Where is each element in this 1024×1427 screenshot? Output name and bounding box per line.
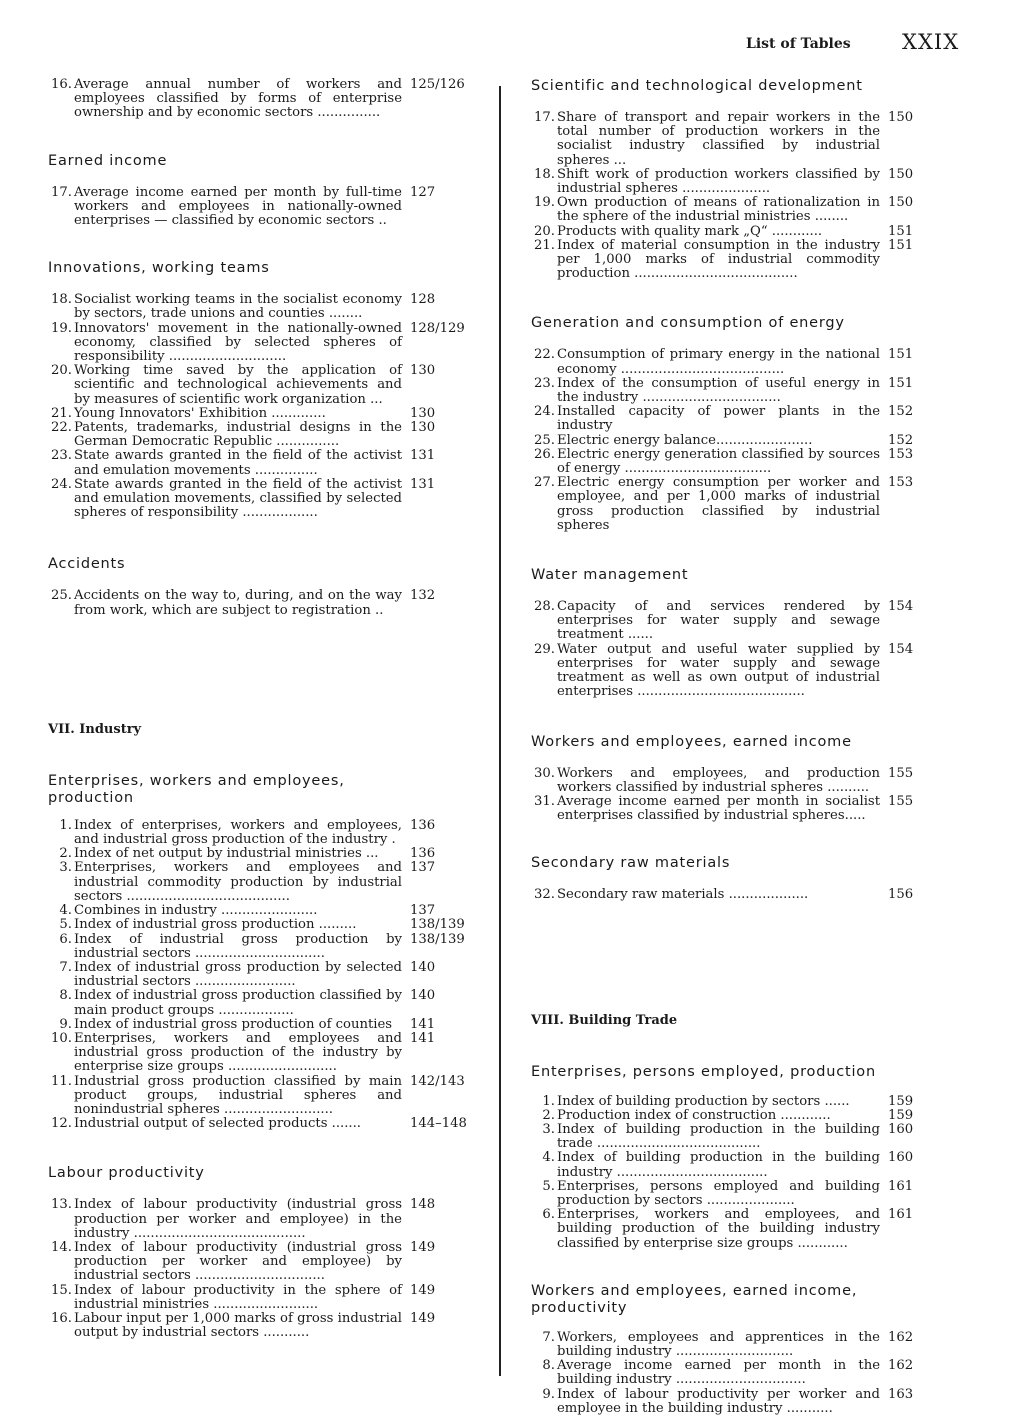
entry-number: 9. [542, 1386, 555, 1402]
entry-number: 12. [51, 1116, 72, 1132]
entry-title: Index of industrial gross production of counties [74, 1016, 393, 1032]
table-entry[interactable] [48, 989, 470, 1017]
table-entry[interactable] [531, 168, 924, 196]
entry-number: 14. [51, 1239, 72, 1255]
entry-number: 2. [59, 846, 72, 862]
entry-number: 23. [534, 375, 555, 391]
entry-number: 3. [59, 860, 72, 876]
entry-number: 10. [51, 1030, 72, 1046]
table-entry[interactable] [531, 111, 924, 168]
entry-title: Capacity of and services rendered by enterprises for water supply and sewage treatment ...... [557, 599, 880, 643]
entry-number: 17. [534, 110, 555, 125]
entry-title: Index of enterprises, workers and employees, and industrial gross production of the industry . [74, 817, 402, 848]
entry-number: 18. [51, 292, 72, 308]
section-heading-water: Water management [531, 567, 689, 584]
entry-page: 155 [888, 765, 914, 781]
entry-title: Average income earned per month by full-time workers and employees in nationally-owned enterprises — classified by economic sectors .. [74, 184, 402, 229]
entry-title: Electric energy balance....................... [557, 432, 813, 448]
entry-title: Socialist working teams in the socialist economy by sectors, trade unions and counties ........ [74, 292, 402, 322]
table-entry[interactable] [531, 600, 924, 643]
entry-page: 162 [888, 1358, 914, 1374]
entry-page: 151 [888, 223, 914, 239]
page-number: XXIX [902, 30, 960, 54]
entry-number: 29. [534, 641, 555, 657]
entry-title: Enterprises, workers and employees, and building production of the building industry classified by enterprise size groups ............ [557, 1207, 880, 1251]
entry-page: 154 [888, 599, 914, 615]
entry-page: 142/143 [410, 1073, 465, 1089]
entry-page: 130 [410, 420, 436, 436]
entry-number: 18. [534, 166, 555, 182]
entry-title: Index of building production by sectors ...... [557, 1093, 850, 1109]
entry-title: Average annual number of workers and employees classified by forms of enterprise ownership and by economic sectors ............... [74, 77, 402, 121]
entry-page: 150 [888, 195, 914, 211]
entry-number: 13. [51, 1197, 72, 1213]
table-entry[interactable] [48, 407, 470, 421]
entry-page: 150 [888, 166, 914, 182]
part-heading-industry: VII. Industry [48, 721, 142, 737]
entry-page: 130 [410, 363, 436, 379]
table-entry[interactable] [531, 476, 924, 533]
entry-title: State awards granted in the field of the activist and emulation movements ............... [74, 448, 402, 478]
section-heading-accidents: Accidents [48, 556, 126, 573]
entry-number: 16. [51, 1310, 72, 1326]
entry-title: Young Innovators' Exhibition ............. [74, 405, 326, 421]
left-column [48, 78, 470, 1340]
entry-title: Innovators' movement in the nationally-owned economy, classified by selected spheres of responsibility ............................ [74, 320, 402, 365]
entry-number: 19. [51, 320, 72, 336]
entry-number: 6. [59, 931, 72, 947]
entry-page: 130 [410, 405, 436, 421]
entry-page: 141 [410, 1016, 436, 1032]
table-entry[interactable] [48, 847, 470, 861]
entry-page: 160 [888, 1150, 914, 1166]
entry-page: 149 [410, 1239, 436, 1255]
entry-title: Electric energy consumption per worker and employee, and per 1,000 marks of industrial gross production classified by industrial spheres [557, 475, 880, 533]
table-entry[interactable] [48, 1312, 470, 1340]
entry-title: Share of transport and repair workers in the total number of production workers in the socialist industry classified by industrial spheres ... [557, 110, 880, 168]
table-entry[interactable] [531, 643, 924, 700]
table-entry[interactable] [48, 421, 470, 449]
table-entry[interactable] [531, 434, 924, 448]
entry-title: Electric energy generation classified by sources of energy ................................... [557, 446, 880, 477]
entry-number: 26. [534, 446, 555, 462]
entry-number: 9. [59, 1016, 72, 1032]
entry-number: 17. [51, 184, 72, 200]
entry-page: 154 [888, 641, 914, 657]
table-entry[interactable] [48, 322, 470, 365]
entry-page: 144–148 [410, 1116, 467, 1132]
entry-title: Consumption of primary energy in the national economy ....................................... [557, 347, 880, 377]
table-entry[interactable] [531, 1359, 924, 1387]
entry-page: 151 [888, 237, 914, 253]
entry-title: Index of labour productivity in the sphere of industrial ministries ......................... [74, 1282, 402, 1312]
table-entry[interactable] [531, 888, 924, 902]
entry-page: 141 [410, 1030, 436, 1046]
table-entry[interactable] [531, 448, 924, 476]
table-entry[interactable] [48, 1117, 470, 1131]
section-heading-energy: Generation and consumption of energy [531, 315, 845, 332]
table-entry[interactable] [531, 1109, 924, 1123]
entry-title: Index of industrial gross production by industrial sectors ............................... [74, 931, 402, 961]
table-entry[interactable] [48, 918, 470, 932]
table-entry[interactable] [48, 1198, 470, 1241]
entry-title: Index of material consumption in the industry per 1,000 marks of industrial commodity production ....................................... [557, 237, 880, 282]
table-entry[interactable] [531, 239, 924, 282]
table-entry[interactable] [531, 405, 924, 433]
entry-page: 160 [888, 1121, 914, 1137]
entry-page: 152 [888, 404, 914, 420]
entry-page: 128/129 [410, 320, 465, 336]
right-column [531, 78, 924, 1416]
table-entry[interactable] [531, 1095, 924, 1109]
table-entry[interactable] [531, 1388, 924, 1416]
entry-title: Average income earned per month in the building industry ............................... [557, 1358, 880, 1388]
entry-title: Working time saved by the application of scientific and technological achievements and by measures of scientific work organization ... [74, 363, 402, 407]
entry-number: 3. [542, 1121, 555, 1137]
entry-number: 31. [534, 793, 555, 809]
entry-number: 30. [534, 765, 555, 781]
entry-title: Index of labour productivity (industrial gross production per worker and employee) in the industry ......................................... [74, 1197, 402, 1241]
table-entry[interactable] [48, 589, 470, 617]
entry-number: 1. [59, 817, 72, 833]
entry-title: Production index of construction ............ [557, 1107, 831, 1123]
running-title: List of Tables [746, 36, 851, 52]
table-entry[interactable] [531, 795, 924, 823]
entry-number: 22. [51, 420, 72, 436]
entry-number: 7. [542, 1329, 555, 1345]
entry-page: 150 [888, 110, 914, 125]
section-heading-scientific: Scientific and technological development [531, 78, 863, 94]
entry-title: Combines in industry ....................... [74, 903, 318, 919]
section-heading-bt-enterprises: Enterprises, persons employed, production [531, 1063, 876, 1080]
table-entry[interactable] [531, 196, 924, 224]
entry-title: State awards granted in the field of the activist and emulation movements, classified by selected spheres of responsibility .................. [74, 476, 402, 521]
entry-page: 128 [410, 292, 436, 308]
entry-page: 159 [888, 1093, 914, 1109]
entry-title: Index of the consumption of useful energy in the industry ................................. [557, 375, 880, 406]
entry-title: Index of industrial gross production by selected industrial sectors ........................ [74, 959, 402, 990]
table-entry[interactable] [531, 1208, 924, 1251]
entry-title: Accidents on the way to, during, and on the way from work, which are subject to registration .. [74, 588, 402, 618]
entry-title: Index of building production in the building trade ....................................... [557, 1121, 880, 1152]
entry-number: 28. [534, 599, 555, 615]
entry-number: 23. [51, 448, 72, 464]
table-entry[interactable] [48, 293, 470, 321]
entry-page: 132 [410, 588, 436, 604]
table-entry[interactable] [531, 1180, 924, 1208]
entry-number: 5. [59, 917, 72, 933]
entry-number: 24. [534, 404, 555, 420]
entry-number: 20. [534, 223, 555, 239]
table-entry[interactable] [531, 767, 924, 795]
entry-number: 11. [51, 1073, 72, 1089]
entry-title: Index of labour productivity (industrial gross production per worker and employee) by industrial sectors ............................... [74, 1239, 402, 1284]
entry-page: 152 [888, 432, 914, 448]
entry-title: Enterprises, workers and employees and industrial gross production of the industry by enterprise size groups .......................... [74, 1030, 402, 1075]
section-heading-workers: Workers and employees, earned income [531, 733, 852, 750]
entry-title: Index of building production in the building industry .................................... [557, 1150, 880, 1180]
entry-number: 4. [59, 903, 72, 919]
entry-number: 8. [542, 1358, 555, 1374]
entry-title: Industrial gross production classified by main product groups, industrial spheres and nonindustrial spheres .......................... [74, 1073, 402, 1117]
table-entry[interactable] [48, 819, 470, 847]
entry-page: 153 [888, 475, 914, 491]
section-heading-labour-productivity: Labour productivity [48, 1165, 205, 1182]
entry-page: 131 [410, 448, 436, 464]
entry-title: Industrial output of selected products ....... [74, 1116, 361, 1132]
entry-title: Secondary raw materials ................... [557, 887, 809, 903]
entry-number: 7. [59, 959, 72, 975]
entry-page: 127 [410, 184, 436, 200]
table-entry[interactable] [531, 1123, 924, 1151]
entry-title: Index of industrial gross production ......... [74, 917, 357, 933]
entry-title: Products with quality mark „Q“ ............ [557, 223, 823, 239]
entry-page: 161 [888, 1178, 914, 1194]
entry-title: Shift work of production workers classified by industrial spheres ..................... [557, 166, 880, 197]
entry-number: 25. [534, 432, 555, 448]
entry-number: 24. [51, 476, 72, 492]
section-heading-enterprises: Enterprises, workers and employees, production [48, 772, 345, 806]
table-entry[interactable] [531, 377, 924, 405]
entry-number: 8. [59, 988, 72, 1004]
entry-title: Index of net output by industrial ministries ... [74, 846, 379, 862]
entry-number: 22. [534, 347, 555, 363]
entry-page: 162 [888, 1329, 914, 1345]
entry-number: 1. [542, 1093, 555, 1109]
entry-number: 21. [534, 237, 555, 253]
entry-page: 125/126 [410, 77, 465, 92]
table-entry[interactable] [48, 186, 470, 229]
entry-page: 136 [410, 846, 436, 862]
table-entry[interactable] [48, 1075, 470, 1118]
table-entry[interactable] [48, 1241, 470, 1284]
section-heading-bt-workers: Workers and employees, earned income, productivity [531, 1282, 858, 1316]
entry-page: 155 [888, 793, 914, 809]
entry-title: Index of industrial gross production classified by main product groups .................. [74, 988, 402, 1018]
table-entry[interactable] [48, 364, 470, 407]
entry-number: 21. [51, 405, 72, 421]
entry-number: 15. [51, 1282, 72, 1298]
entry-page: 137 [410, 860, 436, 876]
entry-number: 5. [542, 1178, 555, 1194]
table-entry[interactable] [48, 478, 470, 521]
entry-number: 32. [534, 887, 555, 903]
table-entry[interactable] [48, 449, 470, 477]
entry-title: Average income earned per month in socialist enterprises classified by industrial spheres..... [557, 793, 880, 824]
entry-page: 153 [888, 446, 914, 462]
entry-number: 6. [542, 1207, 555, 1223]
entry-number: 25. [51, 588, 72, 604]
table-entry[interactable] [48, 861, 470, 904]
entry-page: 140 [410, 988, 436, 1004]
table-entry[interactable] [48, 933, 470, 961]
entry-number: 20. [51, 363, 72, 379]
entry-page: 138/139 [410, 917, 465, 933]
entry-page: 131 [410, 476, 436, 492]
table-entry[interactable] [531, 1331, 924, 1359]
entry-page: 138/139 [410, 931, 465, 947]
entry-page: 148 [410, 1197, 436, 1213]
entry-page: 149 [410, 1282, 436, 1298]
entry-page: 140 [410, 959, 436, 975]
entry-title: Enterprises, workers and employees and industrial commodity production by industrial sectors ....................................... [74, 860, 402, 904]
entry-number: 2. [542, 1107, 555, 1123]
entry-title: Workers, employees and apprentices in the building industry ............................ [557, 1329, 880, 1359]
table-entry[interactable] [531, 348, 924, 376]
section-heading-innovations: Innovations, working teams [48, 260, 270, 277]
entry-page: 149 [410, 1310, 436, 1326]
table-entry[interactable] [48, 904, 470, 918]
entry-page: 136 [410, 817, 436, 833]
table-entry[interactable] [48, 961, 470, 989]
section-heading-earned-income: Earned income [48, 152, 168, 169]
entry-title: Workers and employees, and production workers classified by industrial spheres .......... [557, 765, 880, 795]
entry-page: 159 [888, 1107, 914, 1123]
entry-title: Index of labour productivity per worker and employee in the building industry ........... [557, 1386, 880, 1416]
entry-page: 161 [888, 1207, 914, 1223]
table-entry[interactable] [48, 1284, 470, 1312]
entry-number: 27. [534, 475, 555, 491]
section-heading-secondary: Secondary raw materials [531, 855, 731, 872]
part-heading-building-trade: VIII. Building Trade [531, 1012, 678, 1028]
entry-number: 4. [542, 1150, 555, 1166]
entry-title: Labour input per 1,000 marks of gross industrial output by industrial sectors ........... [74, 1310, 402, 1341]
entry-number: 19. [534, 195, 555, 211]
table-entry[interactable] [531, 225, 924, 239]
entry-title: Installed capacity of power plants in the industry [557, 404, 880, 434]
entry-title: Enterprises, persons employed and building production by sectors ..................... [557, 1178, 880, 1208]
entry-page: 151 [888, 347, 914, 363]
entry-page: 137 [410, 903, 436, 919]
table-entry[interactable] [531, 1151, 924, 1179]
table-entry[interactable] [48, 1032, 470, 1075]
table-entry[interactable] [48, 1018, 470, 1032]
entry-number: 16. [51, 77, 72, 92]
entry-title: Water output and useful water supplied by enterprises for water supply and sewage treatment as well as own output of industrial enterprises ........................................ [557, 641, 880, 700]
entry-page: 163 [888, 1386, 914, 1402]
table-entry[interactable] [48, 78, 470, 121]
entry-page: 151 [888, 375, 914, 391]
entry-title: Own production of means of rationalization in the sphere of the industrial ministries ........ [557, 195, 880, 225]
entry-title: Patents, trademarks, industrial designs in the German Democratic Republic ............... [74, 420, 402, 450]
column-divider [499, 86, 501, 1376]
entry-page: 156 [888, 887, 914, 903]
page-header [0, 30, 1024, 60]
